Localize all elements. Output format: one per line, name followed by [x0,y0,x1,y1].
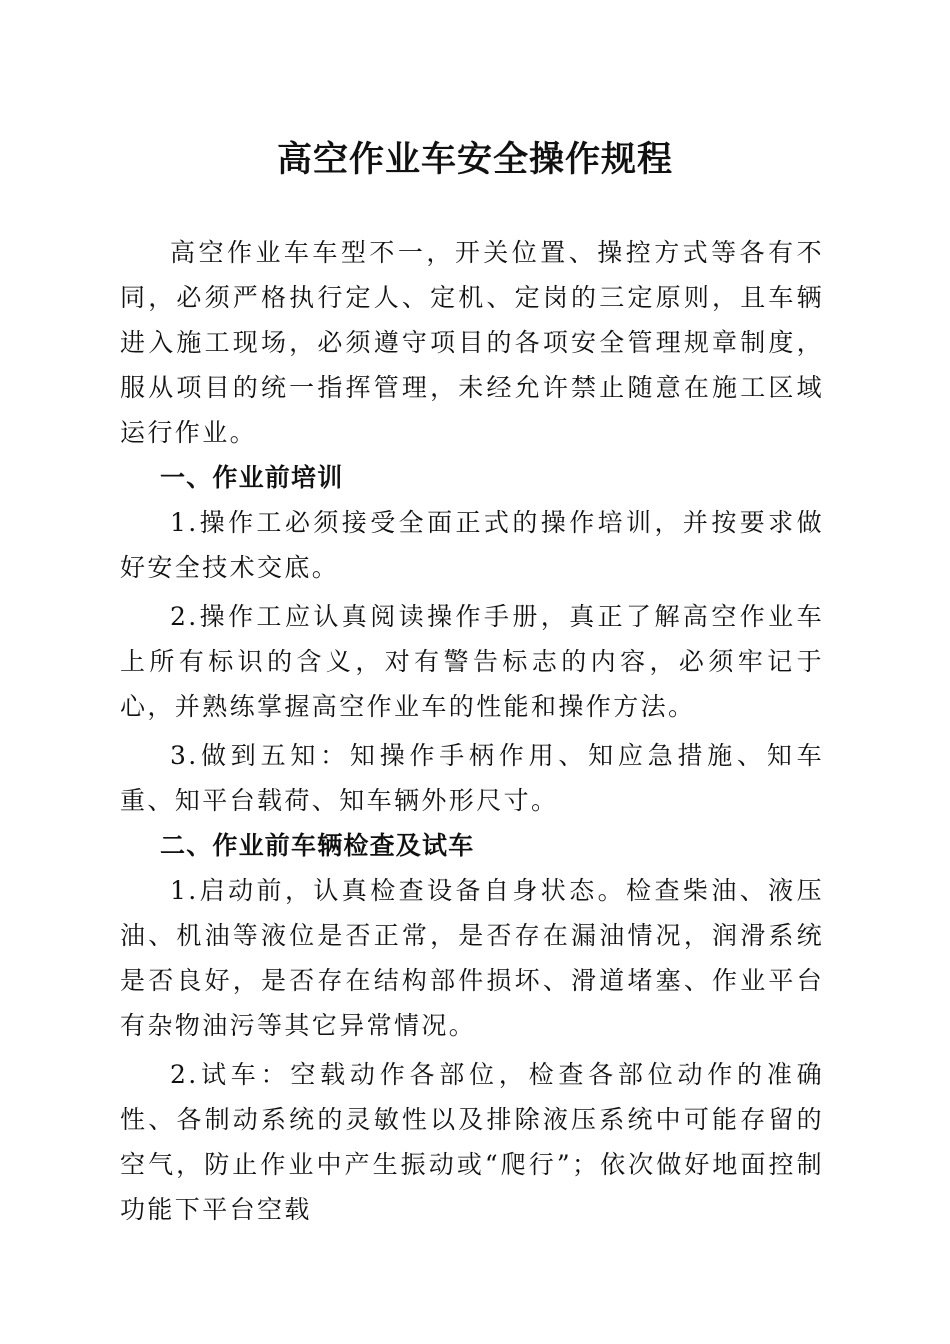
inspection-item-1: 1.启动前，认真检查设备自身状态。检查柴油、液压油、机油等液位是否正常，是否存在漏油情况，润滑系统是否良好，是否存在结构部件损坏、滑道堵塞、作业平台有杂物油污等其它异常情况。 [120,876,824,1040]
document-title: 高空作业车安全操作规程 [276,139,673,180]
training-item-3: 3.做到五知：知操作手柄作用、知应急措施、知车重、知平台载荷、知车辆外形尺寸。 [120,741,824,815]
section-heading-inspection: 二、作业前车辆检查及试车 [160,831,475,860]
training-item-1: 1.操作工必须接受全面正式的操作培训，并按要求做好安全技术交底。 [120,508,824,582]
inspection-item-2: 2.试车：空载动作各部位，检查各部位动作的准确性、各制动系统的灵敏性以及排除液压系统中可能存留的空气，防止作业中产生振动或“爬行”；依次做好地面控制功能下平台空载 [120,1060,824,1224]
training-item-2: 2.操作工应认真阅读操作手册，真正了解高空作业车上所有标识的含义，对有警告标志的内容，必须牢记于心，并熟练掌握高空作业车的性能和操作方法。 [120,602,824,721]
intro-paragraph: 高空作业车车型不一，开关位置、操控方式等各有不同，必须严格执行定人、定机、定岗的三定原则，且车辆进入施工现场，必须遵守项目的各项安全管理规章制度，服从项目的统一指挥管理，未经允许禁止随意在施工区域运行作业。 [120,238,824,447]
document-body [120,230,824,1232]
section-inspection [120,823,824,1232]
section-training [120,455,824,823]
section-heading-training: 一、作业前培训 [160,463,344,492]
